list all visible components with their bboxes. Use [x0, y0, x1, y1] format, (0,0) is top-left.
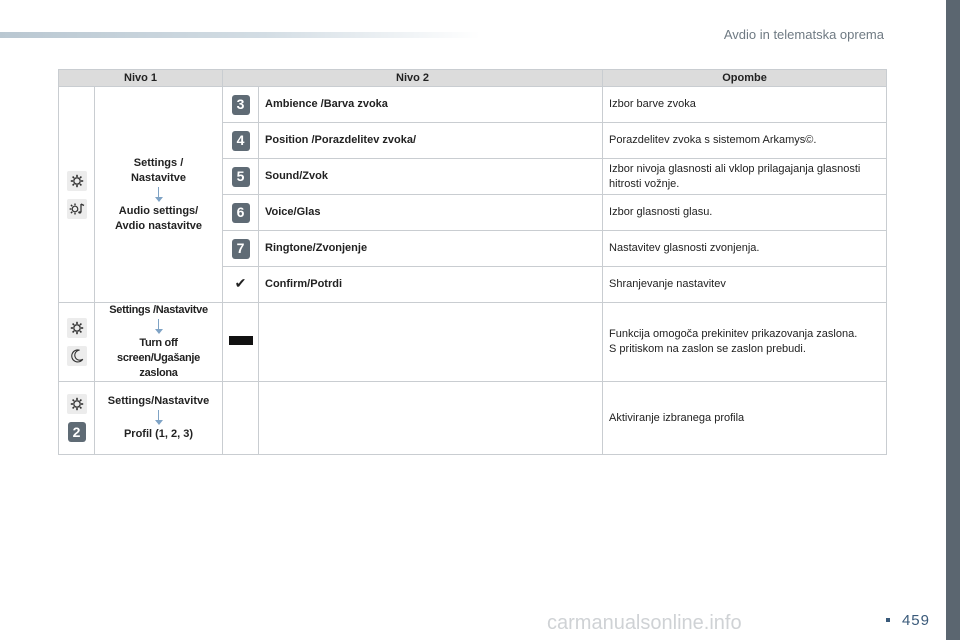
level1-flow-cell: [95, 87, 223, 303]
screen-off-icon: [229, 336, 253, 345]
flow-settings-label: Settings/Nastavitve: [107, 395, 210, 407]
level2-label: Position /Porazdelitev zvoka/: [259, 123, 603, 159]
note-cell: Aktiviranje izbranega profila: [603, 382, 887, 455]
level1-icons-cell: [59, 303, 95, 382]
level2-label: Ambience /Barva zvoka: [259, 87, 603, 123]
flow-turn-off-screen-label: Turn off screen/Ugašanje zaslona: [117, 337, 200, 379]
settings-gear-icon: [67, 394, 87, 414]
number-badge: 6: [232, 203, 250, 223]
level2-label: [259, 303, 603, 382]
note-cell: Porazdelitev zvoka s sistemom Arkamys©.: [603, 123, 887, 159]
note-cell: Izbor barve zvoka: [603, 87, 887, 123]
level2-label: [259, 382, 603, 455]
badge-cell: [223, 195, 259, 231]
column-header-notes: Opombe: [603, 70, 887, 87]
badge-cell: [223, 382, 259, 455]
table-row: [59, 382, 887, 455]
flow-profile-label: Profil (1, 2, 3): [123, 428, 194, 440]
watermark: carmanualsonline.info: [547, 612, 742, 634]
page-number: 459: [901, 612, 930, 629]
note-cell: Izbor nivoja glasnosti ali vklop prilagajanja glasnosti hitrosti vožnje.: [603, 159, 887, 195]
settings-gear-icon: [67, 318, 87, 338]
moon-icon: [67, 346, 87, 366]
number-badge: 5: [232, 167, 250, 187]
flow-arrow-line: [158, 410, 159, 420]
page-marker: [886, 618, 890, 622]
note-line: Funkcija omogoča prekinitev prikazovanja zaslona.: [609, 328, 858, 340]
badge-cell: [223, 123, 259, 159]
note-cell: Shranjevanje nastavitev: [603, 267, 887, 303]
flow-arrow-head: [155, 420, 163, 425]
badge-cell: [223, 87, 259, 123]
badge-cell: [223, 303, 259, 382]
flow-settings-label: Settings / Nastavitve: [130, 156, 187, 184]
level2-label: Sound/Zvok: [259, 159, 603, 195]
badge-cell: [223, 231, 259, 267]
column-header-level2: Nivo 2: [223, 70, 603, 87]
level1-flow-cell: [95, 382, 223, 455]
flow-audio-settings-label: Audio settings/ Avdio nastavitve: [115, 204, 203, 232]
check-icon: ✔: [234, 275, 247, 291]
level2-label: Voice/Glas: [259, 195, 603, 231]
level1-flow-cell: [95, 303, 223, 382]
note-line: S pritiskom na zaslon se zaslon prebudi.: [609, 343, 806, 355]
flow-settings-label: Settings /Nastavitve: [109, 304, 208, 316]
flow-arrow-head: [155, 329, 163, 334]
level2-label: Ringtone/Zvonjenje: [259, 231, 603, 267]
note-cell: Izbor glasnosti glasu.: [603, 195, 887, 231]
number-badge: 3: [232, 95, 250, 115]
number-badge: 7: [232, 239, 250, 259]
settings-table: [58, 69, 887, 455]
page-edge-bar: [946, 0, 960, 640]
number-badge: 2: [68, 422, 86, 442]
note-cell: Nastavitev glasnosti zvonjenja.: [603, 231, 887, 267]
table-row: [59, 87, 887, 123]
flow-arrow-head: [155, 197, 163, 202]
settings-gear-icon: [67, 171, 87, 191]
level1-icons-cell: [59, 87, 95, 303]
table-row: [59, 303, 887, 382]
badge-cell: [223, 159, 259, 195]
chapter-title: Avdio in telematska oprema: [723, 27, 884, 42]
note-cell: [603, 303, 887, 382]
badge-cell: [223, 267, 259, 303]
number-badge: 4: [232, 131, 250, 151]
audio-settings-icon: [67, 199, 87, 219]
table-header-row: [59, 70, 887, 87]
column-header-level1: Nivo 1: [59, 70, 223, 87]
flow-arrow-line: [158, 319, 159, 329]
header-decoration-bar: [0, 32, 480, 38]
flow-arrow-line: [158, 187, 159, 197]
level2-label: Confirm/Potrdi: [259, 267, 603, 303]
level1-icons-cell: [59, 382, 95, 455]
